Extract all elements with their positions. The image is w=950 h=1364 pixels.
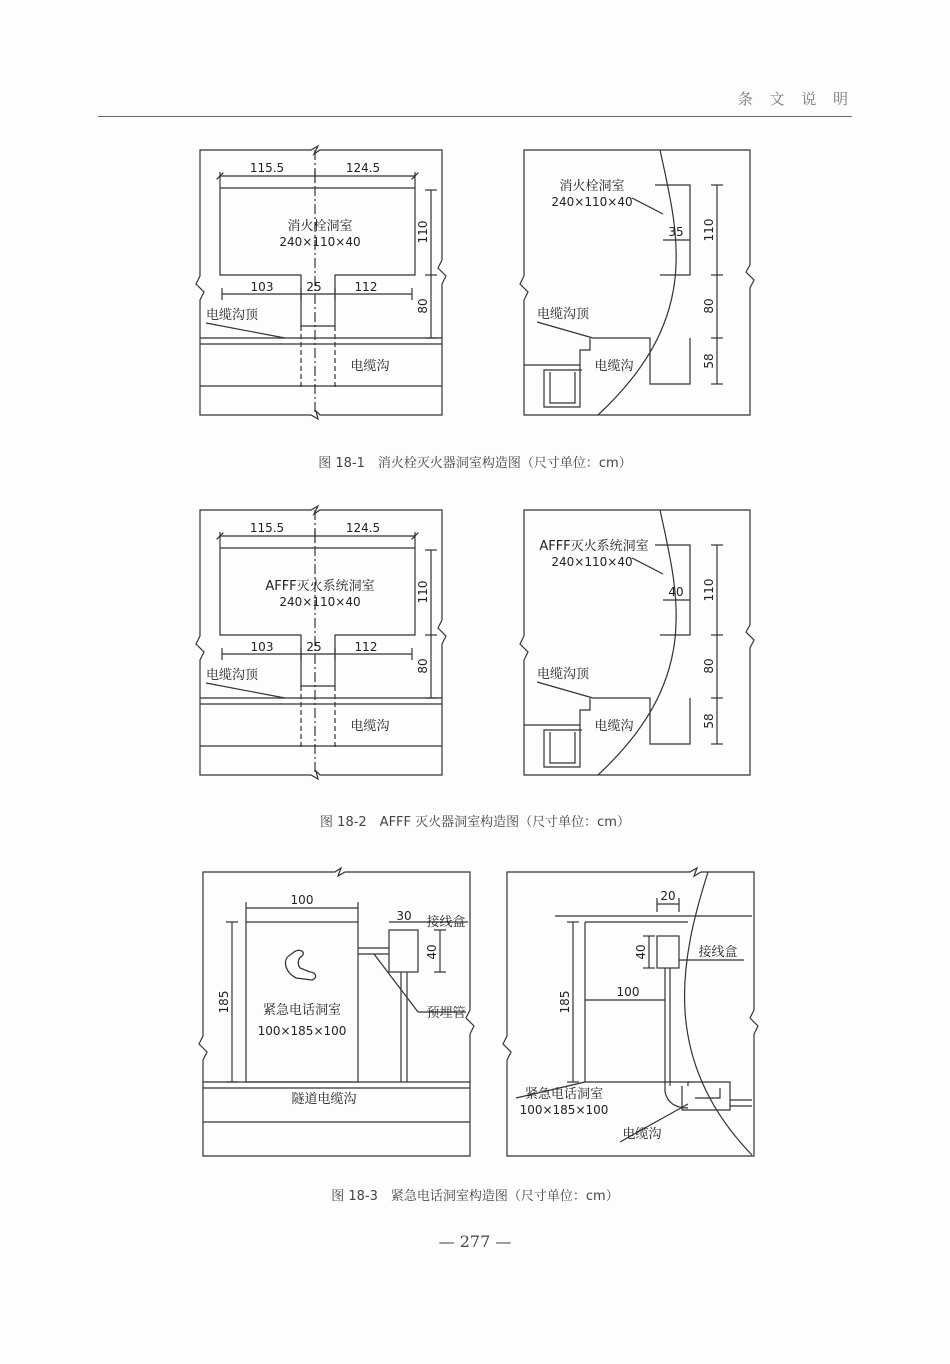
embedded-pipe-label: 预埋管 — [426, 1006, 466, 1021]
side-junction-box-label: 接线盒 — [698, 945, 738, 960]
side-cable-trench-top-label: 电缆沟顶 — [537, 667, 590, 682]
room-name: AFFF灭火系统洞室 — [265, 579, 375, 594]
side-dim-height: 110 — [702, 578, 716, 602]
room-name: 消火栓洞室 — [287, 219, 353, 234]
dim-bottom-right: 112 — [354, 640, 378, 654]
side-cable-trench-label: 电缆沟 — [594, 359, 634, 374]
dim-height: 110 — [416, 580, 430, 604]
side-cable-trench-label: 电缆沟 — [594, 719, 634, 734]
page-header-title: 条 文 说 明 — [737, 90, 854, 108]
dim-bottom-left: 103 — [250, 280, 274, 294]
dim-bottom-right: 112 — [354, 280, 378, 294]
side-dim-lower: 80 — [702, 658, 716, 674]
tunnel-cable-trench-label: 隧道电缆沟 — [291, 1092, 357, 1107]
side-room-name: AFFF灭火系统洞室 — [539, 539, 649, 554]
dim-box-height: 40 — [425, 944, 439, 960]
side-cable-trench-top-label: 电缆沟顶 — [537, 307, 590, 322]
dim-top-right: 124.5 — [345, 521, 381, 535]
dim-top-left: 115.5 — [249, 521, 285, 535]
cable-trench-label: 电缆沟 — [350, 359, 390, 374]
dim-bottom-mid: 25 — [306, 640, 322, 654]
cable-trench-top-label: 电缆沟顶 — [206, 308, 259, 323]
figure-18-3-drawing — [0, 860, 950, 1180]
dim-bottom-mid: 25 — [306, 280, 322, 294]
side-dim-box-width: 20 — [660, 889, 676, 903]
side-room-size: 240×110×40 — [551, 555, 633, 569]
dim-lower: 80 — [416, 658, 430, 674]
phone-icon — [285, 950, 315, 980]
side-dim-trench: 58 — [702, 713, 716, 729]
side-dim-box-height: 40 — [634, 944, 648, 960]
side-dim-trench: 58 — [702, 353, 716, 369]
room-size: 100×185×100 — [257, 1024, 347, 1038]
side-dim-height: 110 — [702, 218, 716, 242]
page-number: — 277 — — [438, 1232, 512, 1251]
side-room-size: 100×185×100 — [519, 1103, 609, 1117]
side-room-name: 消火栓洞室 — [559, 179, 625, 194]
side-cable-trench-label: 电缆沟 — [622, 1127, 662, 1142]
dim-box-width: 30 — [396, 909, 412, 923]
dim-width: 100 — [290, 893, 314, 907]
room-name: 紧急电话洞室 — [262, 1003, 342, 1018]
side-dim-lower: 80 — [702, 298, 716, 314]
side-room-size: 240×110×40 — [551, 195, 633, 209]
side-dim-depth: 100 — [616, 985, 640, 999]
cable-trench-label: 电缆沟 — [350, 719, 390, 734]
figure-caption: 图 18-2 AFFF 灭火器洞室构造图（尺寸单位：cm） — [320, 815, 630, 830]
side-dim-height: 185 — [558, 990, 572, 1014]
cable-trench-top-label: 电缆沟顶 — [206, 668, 259, 683]
side-depth: 35 — [668, 225, 684, 239]
dim-bottom-left: 103 — [250, 640, 274, 654]
dim-lower: 80 — [416, 298, 430, 314]
side-room-name: 紧急电话洞室 — [524, 1087, 604, 1102]
room-size: 240×110×40 — [279, 595, 361, 609]
junction-box-label: 接线盒 — [426, 915, 466, 930]
dim-height: 110 — [416, 220, 430, 244]
side-depth: 40 — [668, 585, 684, 599]
room-size: 240×110×40 — [279, 235, 361, 249]
dim-height: 185 — [217, 990, 231, 1014]
dim-top-right: 124.5 — [345, 161, 381, 175]
dim-top-left: 115.5 — [249, 161, 285, 175]
figure-18-2-drawing — [0, 360, 950, 840]
figure-caption: 图 18-1 消火栓灭火器洞室构造图（尺寸单位：cm） — [318, 456, 632, 471]
figure-caption: 图 18-3 紧急电话洞室构造图（尺寸单位：cm） — [331, 1189, 619, 1204]
